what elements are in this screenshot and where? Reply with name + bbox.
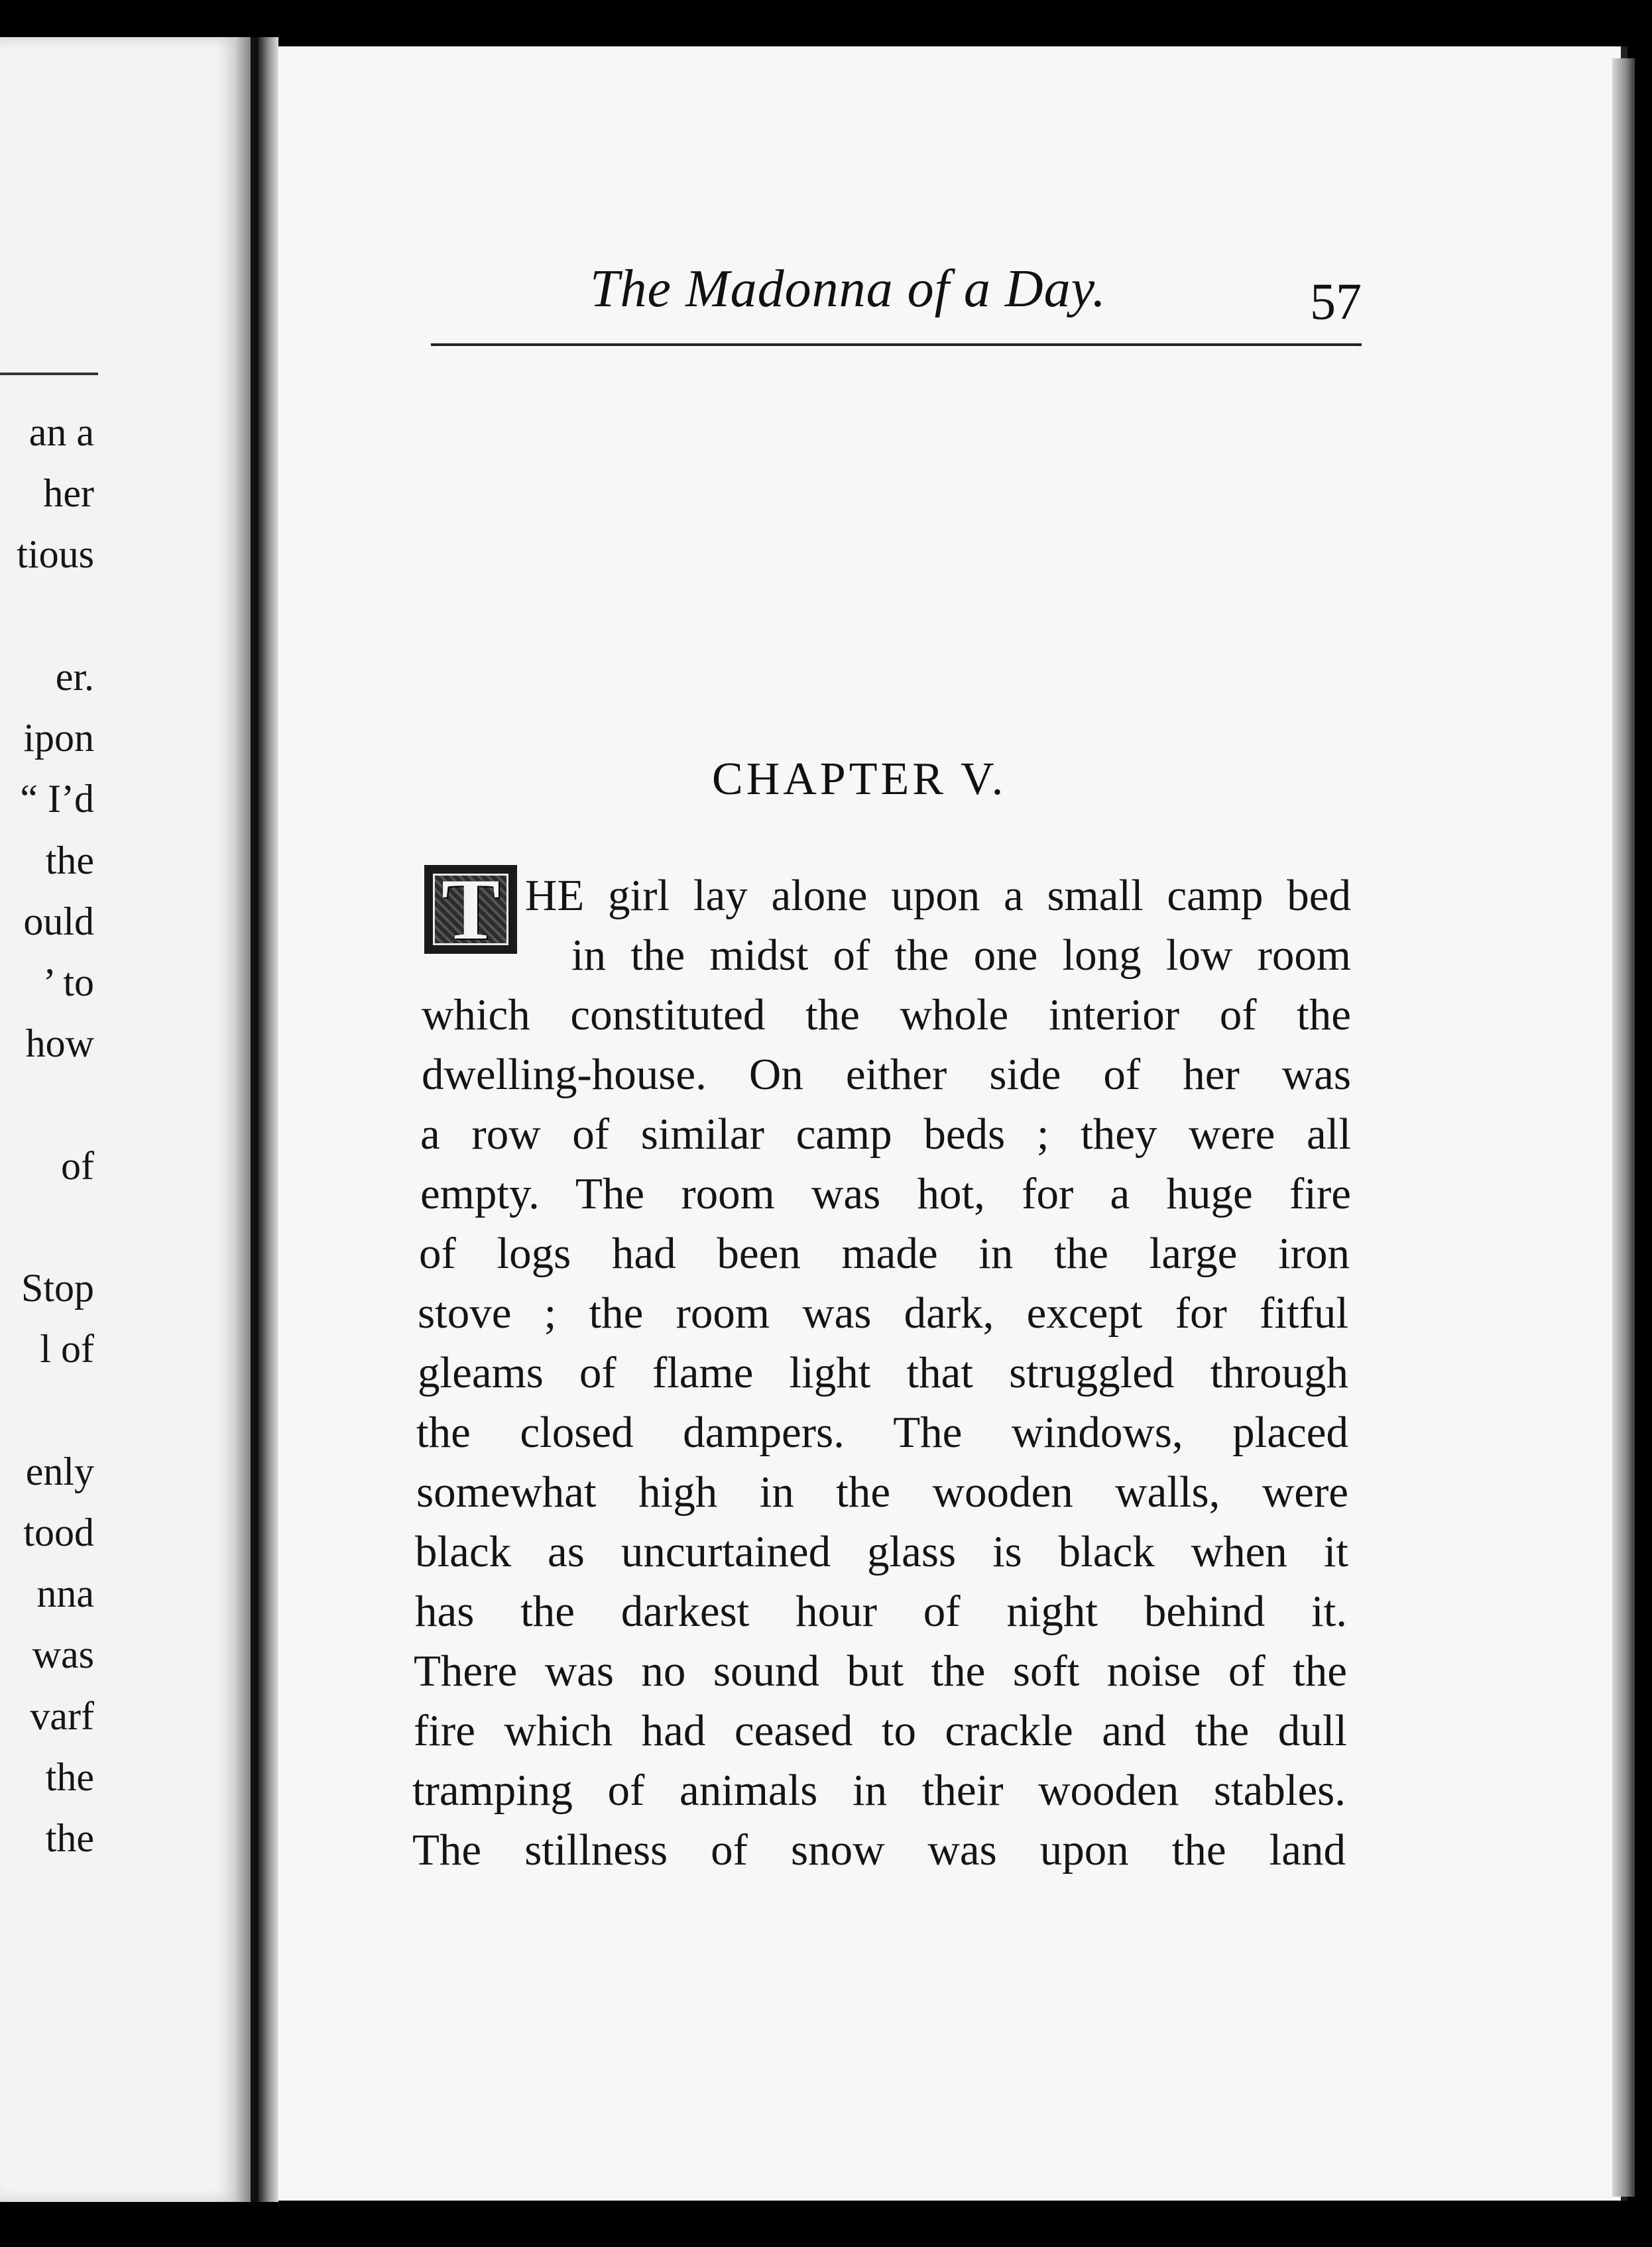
drop-cap-letter: T <box>441 860 501 958</box>
body-line: of logs had been made in the large iron <box>419 1229 1350 1278</box>
body-line: gleams of flame light that struggled through <box>418 1348 1348 1397</box>
facing-line-fragment: tood <box>23 1511 94 1554</box>
running-title: The Madonna of a Day. <box>590 260 1106 318</box>
facing-line-fragment: varf <box>30 1694 94 1738</box>
body-line: tramping of animals in their wooden stables. <box>412 1766 1346 1815</box>
body-line: in the midst of the one long low room <box>571 931 1351 980</box>
facing-line-fragment: how <box>25 1021 94 1065</box>
facing-line-fragment: an a <box>29 410 94 454</box>
body-line: black as uncurtained glass is black when it <box>415 1527 1348 1576</box>
body-line: fire which had ceased to crackle and the dull <box>414 1706 1347 1755</box>
facing-line-fragment: was <box>32 1633 94 1676</box>
body-line: the closed dampers. The windows, placed <box>416 1408 1348 1457</box>
facing-page-fragment <box>0 37 239 2202</box>
facing-line-fragment: ’ to <box>42 960 94 1004</box>
facing-page-header-rule <box>0 373 98 375</box>
gutter-shadow <box>251 37 259 2202</box>
facing-line-fragment: nna <box>36 1572 94 1615</box>
body-line: a row of similar camp beds ; they were all <box>420 1110 1351 1159</box>
body-line: HE girl lay alone upon a small camp bed <box>525 871 1351 920</box>
body-line: stove ; the room was dark, except for fitful <box>418 1289 1348 1338</box>
facing-line-fragment: enly <box>25 1450 94 1493</box>
facing-line-fragment: Stop <box>21 1266 94 1310</box>
drop-cap <box>424 860 517 958</box>
running-head <box>431 262 1366 335</box>
facing-line-fragment: her <box>43 471 94 515</box>
facing-line-fragment: the <box>45 838 94 882</box>
facing-line-fragment: l of <box>40 1327 94 1371</box>
facing-line-fragment: the <box>45 1755 94 1799</box>
facing-line-fragment: ipon <box>23 716 94 760</box>
facing-line-fragment: the <box>45 1816 94 1860</box>
body-line: There was no sound but the soft noise of the <box>414 1646 1347 1696</box>
page-number: 57 <box>1310 272 1362 330</box>
chapter-heading: CHAPTER V. <box>712 754 1007 805</box>
body-line: which constituted the whole interior of the <box>422 990 1351 1039</box>
body-line: The stillness of snow was upon the land <box>412 1825 1346 1874</box>
facing-line-fragment: “ I’d <box>20 777 94 821</box>
facing-line-fragment: tious <box>17 532 94 576</box>
facing-line-fragment: ould <box>23 899 94 943</box>
body-line: empty. The room was hot, for a huge fire <box>420 1169 1351 1218</box>
body-line: somewhat high in the wooden walls, were <box>416 1468 1348 1517</box>
body-line: has the darkest hour of night behind it. <box>415 1587 1347 1636</box>
facing-line-fragment: er. <box>55 655 94 699</box>
facing-line-fragment: of <box>61 1144 94 1188</box>
header-rule <box>431 343 1362 346</box>
body-line: dwelling-house. On either side of her was <box>422 1050 1351 1099</box>
page-edge <box>1612 58 1635 2197</box>
